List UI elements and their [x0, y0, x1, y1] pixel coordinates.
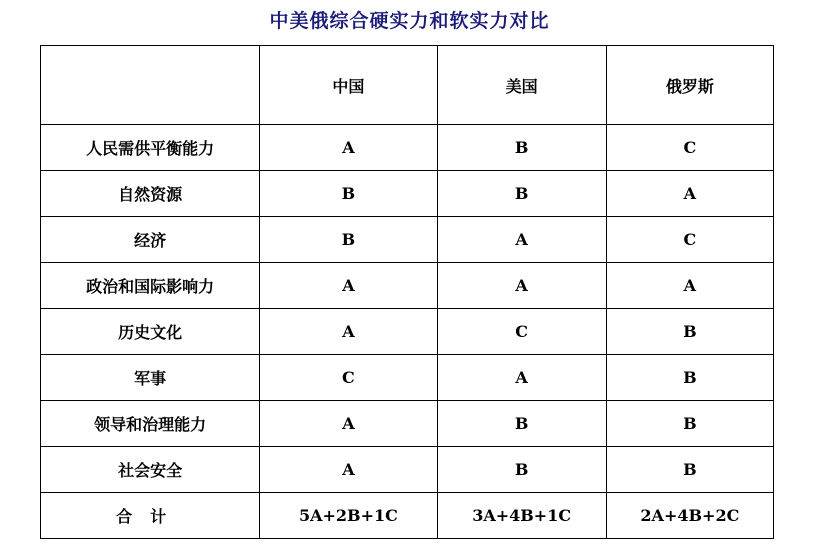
- cell-china: B: [260, 217, 437, 263]
- cell-china: A: [260, 263, 437, 309]
- total-row: [41, 493, 774, 539]
- cell-usa: B: [437, 125, 606, 171]
- cell-china: A: [260, 309, 437, 355]
- cell-russia: B: [606, 309, 773, 355]
- row-label: 领导和治理能力: [41, 401, 260, 447]
- table-header-row: [41, 46, 774, 125]
- cell-usa: C: [437, 309, 606, 355]
- cell-usa: B: [437, 171, 606, 217]
- cell-usa: A: [437, 263, 606, 309]
- table-row: [41, 171, 774, 217]
- cell-usa: B: [437, 401, 606, 447]
- table-row: [41, 355, 774, 401]
- table-row: [41, 401, 774, 447]
- total-russia: 2A+4B+2C: [606, 493, 773, 539]
- total-china: 5A+2B+1C: [260, 493, 437, 539]
- row-label: 自然资源: [41, 171, 260, 217]
- table-row: [41, 217, 774, 263]
- cell-usa: B: [437, 447, 606, 493]
- cell-russia: C: [606, 125, 773, 171]
- row-label: 军事: [41, 355, 260, 401]
- cell-china: A: [260, 125, 437, 171]
- header-russia: 俄罗斯: [606, 46, 773, 125]
- cell-china: B: [260, 171, 437, 217]
- cell-china: A: [260, 447, 437, 493]
- comparison-table: [40, 45, 774, 539]
- cell-china: C: [260, 355, 437, 401]
- row-label: 历史文化: [41, 309, 260, 355]
- cell-russia: A: [606, 171, 773, 217]
- header-corner-cell: [41, 46, 260, 125]
- cell-russia: B: [606, 447, 773, 493]
- total-usa: 3A+4B+1C: [437, 493, 606, 539]
- cell-usa: A: [437, 217, 606, 263]
- cell-russia: A: [606, 263, 773, 309]
- header-china: 中国: [260, 46, 437, 125]
- cell-russia: C: [606, 217, 773, 263]
- page-title: 中美俄综合硬实力和软实力对比: [269, 10, 550, 32]
- row-label: 经济: [41, 217, 260, 263]
- row-label: 社会安全: [41, 447, 260, 493]
- cell-russia: B: [606, 355, 773, 401]
- table-row: [41, 263, 774, 309]
- row-label: 政治和国际影响力: [41, 263, 260, 309]
- table-row: [41, 125, 774, 171]
- table-row: [41, 447, 774, 493]
- total-label: 合计: [41, 493, 260, 539]
- cell-russia: B: [606, 401, 773, 447]
- row-label: 人民需供平衡能力: [41, 125, 260, 171]
- cell-china: A: [260, 401, 437, 447]
- cell-usa: A: [437, 355, 606, 401]
- table-row: [41, 309, 774, 355]
- header-usa: 美国: [437, 46, 606, 125]
